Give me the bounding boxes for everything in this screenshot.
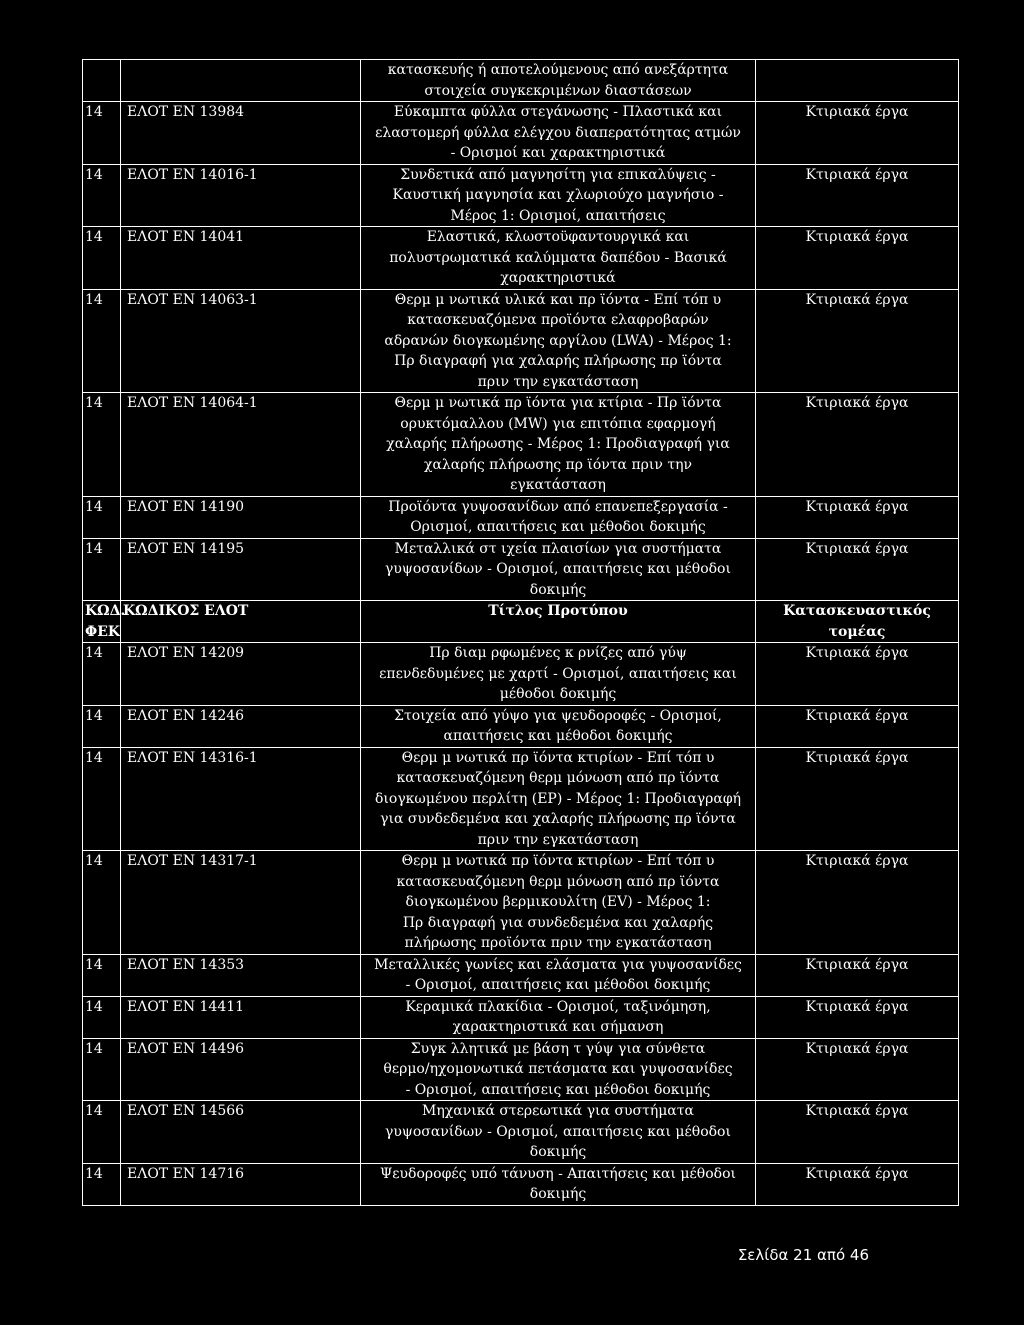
fek-cell: 14 (83, 747, 121, 851)
table-row (83, 538, 959, 601)
table-row (83, 289, 959, 393)
fek-cell: 14 (83, 1101, 121, 1164)
code-cell: ΕΛΟΤ ΕΝ 14716 (121, 1163, 361, 1205)
title-cell: Θερμ μ νωτικά πρ ϊόντα κτιρίων - Επί τόπ υ κατασκευαζόμενη θερμ μόνωση από πρ ϊόντα διογκωμένου βερμικουλίτη (EV) - Μέρος 1: Πρ διαγραφή για συνδεδεμένα και χαλαρής πλήρωσης προϊόντα πριν την εγκατάσταση (361, 851, 756, 955)
table-row (83, 954, 959, 996)
code-cell: ΕΛΟΤ ΕΝ 14064-1 (121, 393, 361, 497)
standards-table (82, 59, 959, 1206)
code-cell: ΕΛΟΤ ΕΝ 14496 (121, 1038, 361, 1101)
table-row (83, 1038, 959, 1101)
title-cell: Μηχανικά στερεωτικά για συστήματα γυψοσανίδων - Ορισμοί, απαιτήσεις και μέθοδοι δοκιμής (361, 1101, 756, 1164)
sector-cell: Κτιριακά έργα (756, 747, 959, 851)
table-header-row (83, 601, 959, 643)
sector-cell: Κτιριακά έργα (756, 289, 959, 393)
code-cell: ΕΛΟΤ ΕΝ 14209 (121, 643, 361, 706)
fek-cell: 14 (83, 954, 121, 996)
code-cell: ΕΛΟΤ ΕΝ 14016-1 (121, 164, 361, 227)
title-cell: Συνδετικά από μαγνησίτη για επικαλύψεις - Καυστική μαγνησία και χλωριούχο μαγνήσιο - Μέρος 1: Ορισμοί, απαιτήσεις (361, 164, 756, 227)
table-row (83, 393, 959, 497)
fek-cell: 14 (83, 393, 121, 497)
sector-cell (756, 60, 959, 102)
title-cell: Κεραμικά πλακίδια - Ορισμοί, ταξινόμηση, χαρακτηριστικά και σήμανση (361, 996, 756, 1038)
title-cell: Θερμ μ νωτικά υλικά και πρ ϊόντα - Επί τόπ υ κατασκευαζόμενα προϊόντα ελαφροβαρών αδρανών διογκωμένης αργίλου (LWA) - Μέρος 1: Πρ διαγραφή για χαλαρής πλήρωσης πρ ϊόντα πριν την εγκατάσταση (361, 289, 756, 393)
table-row (83, 643, 959, 706)
title-cell: Εύκαμπτα φύλλα στεγάνωσης - Πλαστικά και ελαστομερή φύλλα ελέγχου διαπερατότητας ατμών - Ορισμοί και χαρακτηριστικά (361, 102, 756, 165)
fek-cell: 14 (83, 851, 121, 955)
code-cell: ΕΛΟΤ ΕΝ 14190 (121, 496, 361, 538)
sector-cell: Κτιριακά έργα (756, 164, 959, 227)
code-cell: ΕΛΟΤ ΕΝ 14195 (121, 538, 361, 601)
sector-cell: Κτιριακά έργα (756, 496, 959, 538)
sector-cell: Κτιριακά έργα (756, 851, 959, 955)
code-cell: ΕΛΟΤ ΕΝ 14353 (121, 954, 361, 996)
fek-cell: 14 (83, 705, 121, 747)
fek-cell: ΚΩΔ. ΦΕΚ (83, 601, 121, 643)
title-cell: κατασκευής ή αποτελούμενους από ανεξάρτητα στοιχεία συγκεκριμένων διαστάσεων (361, 60, 756, 102)
fek-cell: 14 (83, 227, 121, 290)
code-cell: ΚΩΔΙΚΟΣ ΕΛΟΤ (121, 601, 361, 643)
table-row (83, 1101, 959, 1164)
sector-cell: Κτιριακά έργα (756, 643, 959, 706)
code-cell: ΕΛΟΤ ΕΝ 14041 (121, 227, 361, 290)
title-cell: Μεταλλικά στ ιχεία πλαισίων για συστήματα γυψοσανίδων - Ορισμοί, απαιτήσεις και μέθοδοι δοκιμής (361, 538, 756, 601)
code-cell: ΕΛΟΤ ΕΝ 14246 (121, 705, 361, 747)
title-cell: Ελαστικά, κλωστοϋφαντουργικά και πολυστρωματικά καλύμματα δαπέδου - Βασικά χαρακτηριστικά (361, 227, 756, 290)
sector-cell: Κτιριακά έργα (756, 996, 959, 1038)
sector-cell: Κτιριακά έργα (756, 538, 959, 601)
sector-cell: Κτιριακά έργα (756, 1101, 959, 1164)
fek-cell: 14 (83, 164, 121, 227)
code-cell: ΕΛΟΤ ΕΝ 14316-1 (121, 747, 361, 851)
table-row (83, 496, 959, 538)
table-row (83, 102, 959, 165)
sector-cell: Κτιριακά έργα (756, 227, 959, 290)
fek-cell: 14 (83, 538, 121, 601)
fek-cell (83, 60, 121, 102)
fek-cell: 14 (83, 643, 121, 706)
sector-cell: Κτιριακά έργα (756, 102, 959, 165)
table-row (83, 705, 959, 747)
fek-cell: 14 (83, 496, 121, 538)
title-cell: Ψευδοροφές υπό τάνυση - Απαιτήσεις και μέθοδοι δοκιμής (361, 1163, 756, 1205)
table-row (83, 1163, 959, 1205)
code-cell: ΕΛΟΤ ΕΝ 13984 (121, 102, 361, 165)
title-cell: Πρ διαμ ρφωμένες κ ρνίζες από γύψ επενδεδυμένες με χαρτί - Ορισμοί, απαιτήσεις και μέθοδοι δοκιμής (361, 643, 756, 706)
page-number: Σελίδα 21 από 46 (737, 1246, 869, 1264)
code-cell: ΕΛΟΤ ΕΝ 14063-1 (121, 289, 361, 393)
fek-cell: 14 (83, 289, 121, 393)
table-row (83, 227, 959, 290)
code-cell: ΕΛΟΤ ΕΝ 14566 (121, 1101, 361, 1164)
sector-cell: Κτιριακά έργα (756, 954, 959, 996)
title-cell: Θερμ μ νωτικά πρ ϊόντα για κτίρια - Πρ ϊόντα ορυκτόμαλλου (MW) για επιτόπια εφαρμογή χαλαρής πλήρωσης - Μέρος 1: Προδιαγραφή για χαλαρής πλήρωσης πρ ϊόντα πριν την εγκατάσταση (361, 393, 756, 497)
sector-cell: Κτιριακά έργα (756, 1038, 959, 1101)
table-row (83, 851, 959, 955)
table-row (83, 60, 959, 102)
code-cell: ΕΛΟΤ ΕΝ 14317-1 (121, 851, 361, 955)
fek-cell: 14 (83, 1038, 121, 1101)
title-cell: Μεταλλικές γωνίες και ελάσματα για γυψοσανίδες - Ορισμοί, απαιτήσεις και μέθοδοι δοκιμής (361, 954, 756, 996)
title-cell: Συγκ λλητικά με βάση τ γύψ για σύνθετα θερμο/ηχομονωτικά πετάσματα και γυψοσανίδες - Ορισμοί, απαιτήσεις και μέθοδοι δοκιμής (361, 1038, 756, 1101)
title-cell: Θερμ μ νωτικά πρ ϊόντα κτιρίων - Επί τόπ υ κατασκευαζόμενη θερμ μόνωση από πρ ϊόντα διογκωμένου περλίτη (EP) - Μέρος 1: Προδιαγραφή για συνδεδεμένα και χαλαρής πλήρωσης πρ ϊόντα πριν την εγκατάσταση (361, 747, 756, 851)
fek-cell: 14 (83, 102, 121, 165)
fek-cell: 14 (83, 996, 121, 1038)
table-row (83, 996, 959, 1038)
table-row (83, 747, 959, 851)
sector-cell: Κατασκευαστικός τομέας (756, 601, 959, 643)
sector-cell: Κτιριακά έργα (756, 1163, 959, 1205)
code-cell: ΕΛΟΤ ΕΝ 14411 (121, 996, 361, 1038)
title-cell: Στοιχεία από γύψο για ψευδοροφές - Ορισμοί, απαιτήσεις και μέθοδοι δοκιμής (361, 705, 756, 747)
code-cell (121, 60, 361, 102)
title-cell: Προϊόντα γυψοσανίδων από επανεπεξεργασία - Ορισμοί, απαιτήσεις και μέθοδοι δοκιμής (361, 496, 756, 538)
sector-cell: Κτιριακά έργα (756, 705, 959, 747)
sector-cell: Κτιριακά έργα (756, 393, 959, 497)
table-row (83, 164, 959, 227)
title-cell: Τίτλος Προτύπου (361, 601, 756, 643)
fek-cell: 14 (83, 1163, 121, 1205)
